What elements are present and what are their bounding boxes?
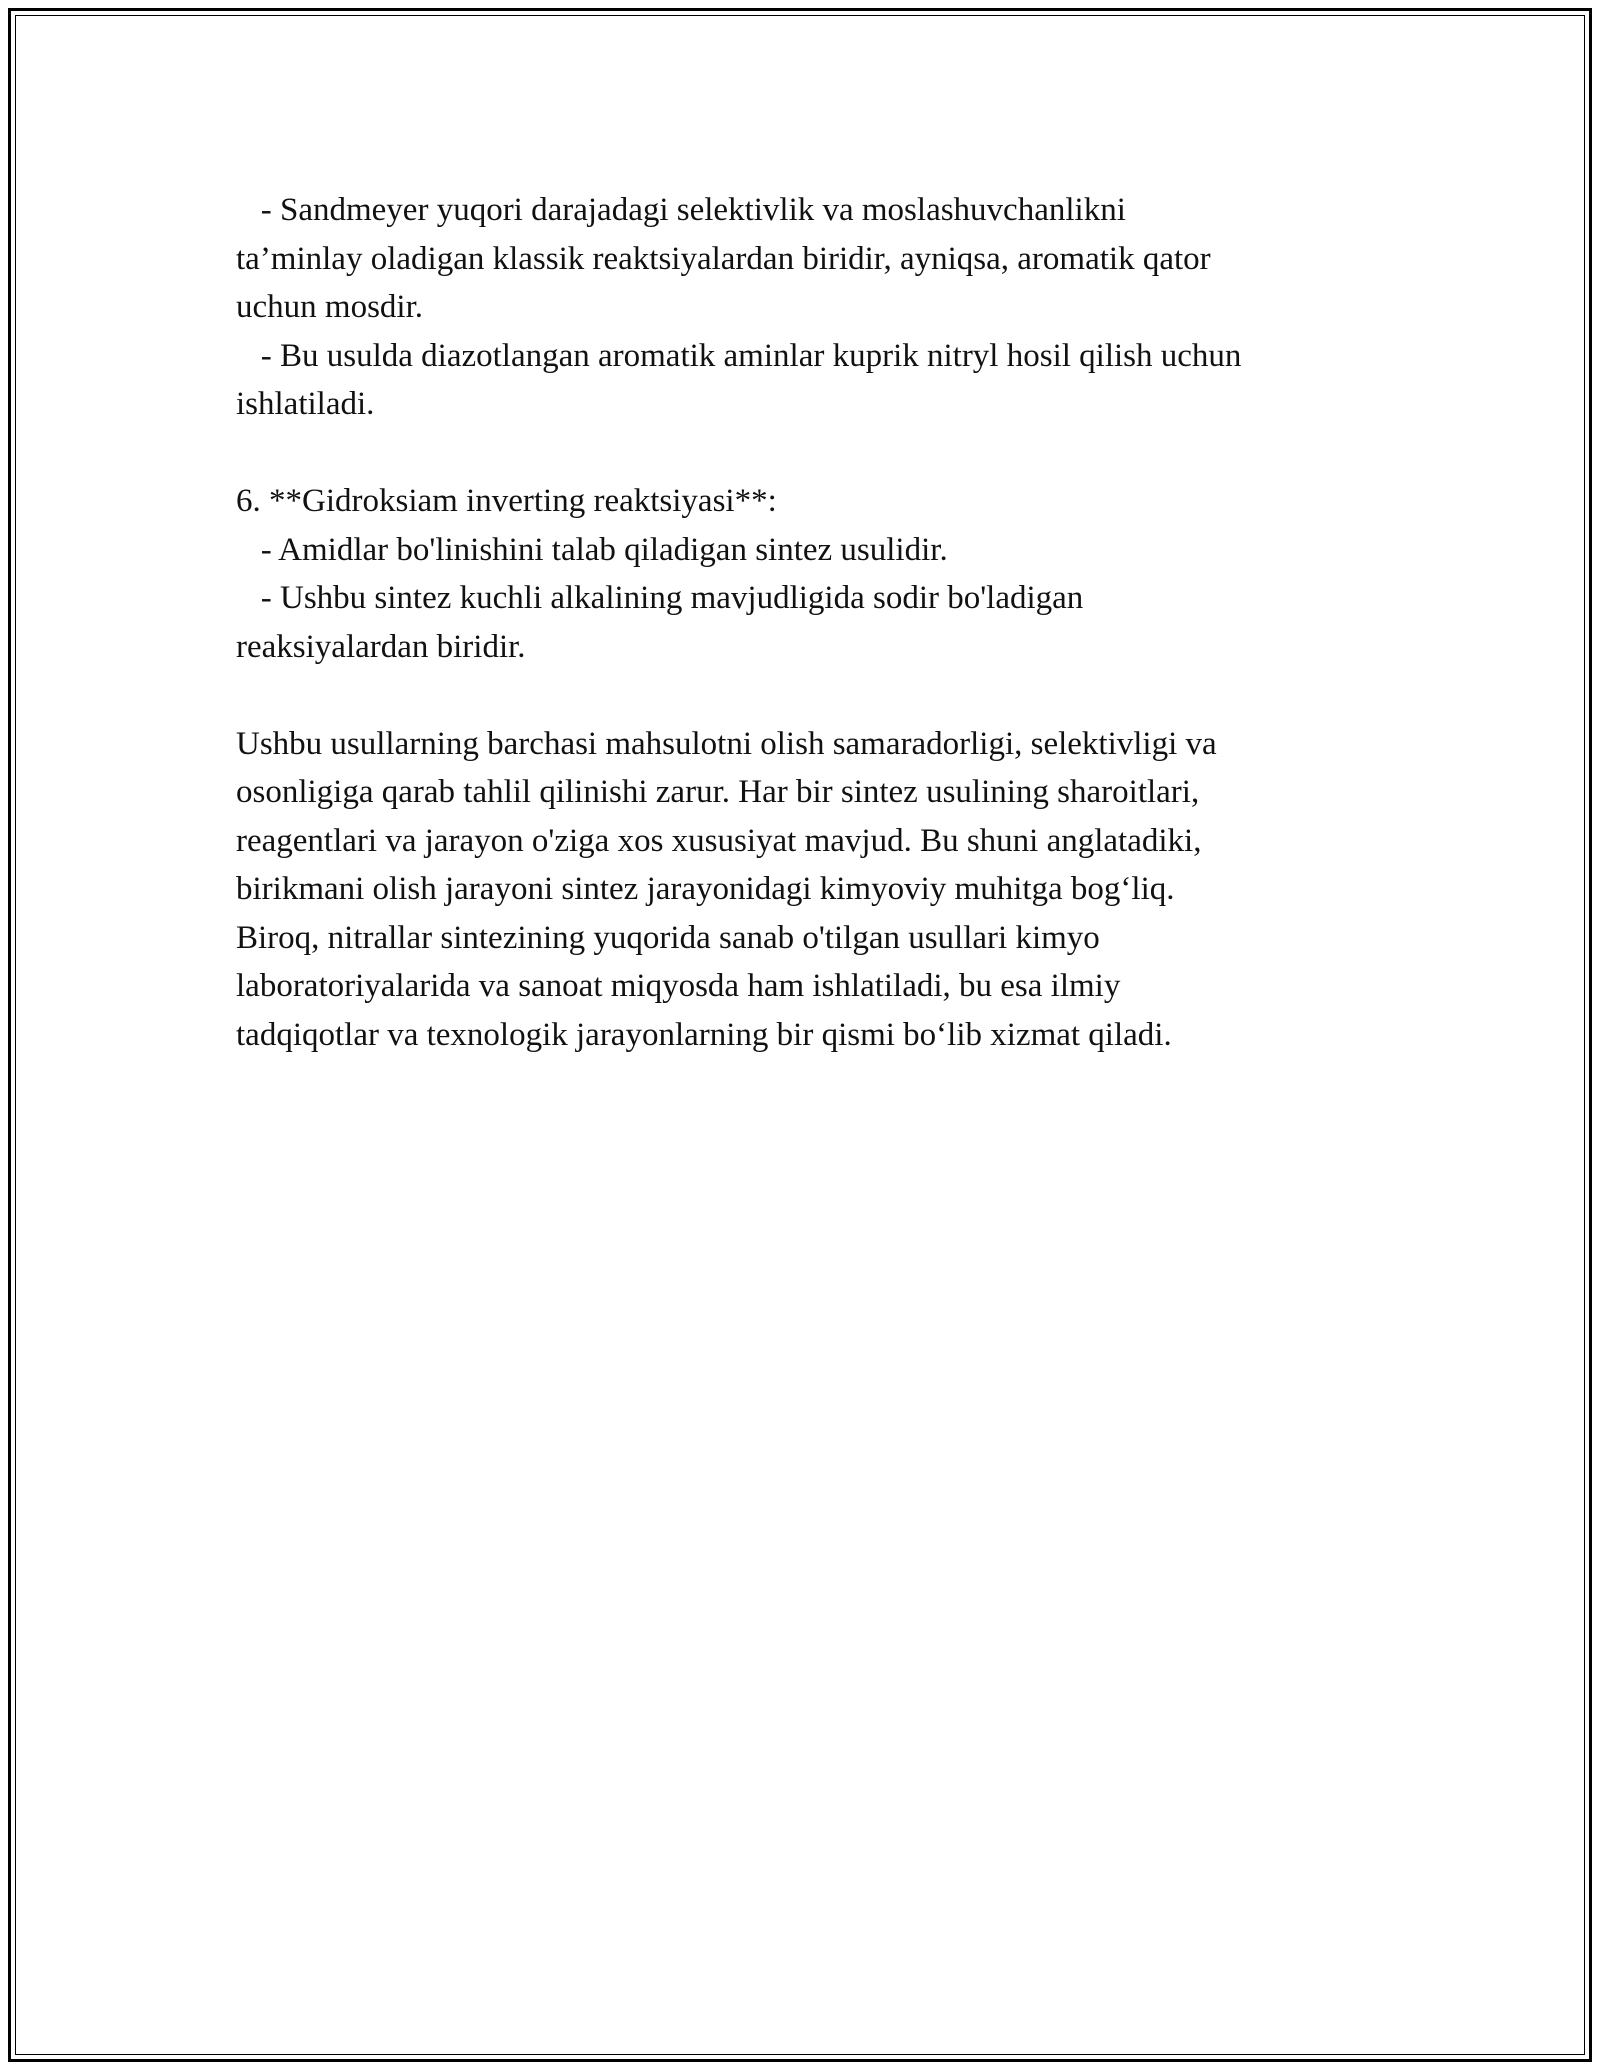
- section-heading: 6. **Gidroksiam inverting reaktsiyasi**:: [236, 483, 777, 519]
- text-line: - Ushbu sintez kuchli alkalining mavjudligida sodir bo'ladigan: [236, 580, 1084, 616]
- text-line: Ushbu usullarning barchasi mahsulotni olish samaradorligi, selektivligi va: [236, 725, 1217, 762]
- text-line: laboratoriyalarida va sanoat miqyosda ham ishlatiladi, bu esa ilmiy: [236, 968, 1121, 1004]
- text-line: - Bu usulda diazotlangan aromatik aminlar kuprik nitryl hosil qilish uchun: [236, 337, 1242, 374]
- blank-line: [236, 671, 1376, 720]
- text-line: reaksiyalardan biridir.: [236, 628, 526, 665]
- document-body: [236, 186, 1376, 1059]
- text-line: birikmani olish jarayoni sintez jarayonidagi kimyoviy muhitga bog‘liq.: [236, 871, 1175, 907]
- text-line: ta’minlay oladigan klassik reaktsiyalardan biridir, ayniqsa, aromatik qator: [236, 240, 1211, 277]
- text-line: uchun mosdir.: [236, 289, 423, 325]
- text-line: tadqiqotlar va texnologik jarayonlarning bir qismi bo‘lib xizmat qiladi.: [236, 1016, 1172, 1053]
- text-line: ishlatiladi.: [236, 386, 375, 422]
- text-line: osonligiga qarab tahlil qilinishi zarur. Har bir sintez usulining sharoitlari,: [236, 774, 1200, 810]
- blank-line: [236, 429, 1376, 478]
- text-line: - Amidlar bo'linishini talab qiladigan sintez usulidir.: [236, 531, 948, 568]
- text-line: - Sandmeyer yuqori darajadagi selektivlik va moslashuvchanlikni: [236, 192, 1126, 228]
- text-line: reagentlari va jarayon o'ziga xos xususiyat mavjud. Bu shuni anglatadiki,: [236, 822, 1202, 859]
- text-line: Biroq, nitrallar sintezining yuqorida sanab o'tilgan usullari kimyo: [236, 919, 1100, 956]
